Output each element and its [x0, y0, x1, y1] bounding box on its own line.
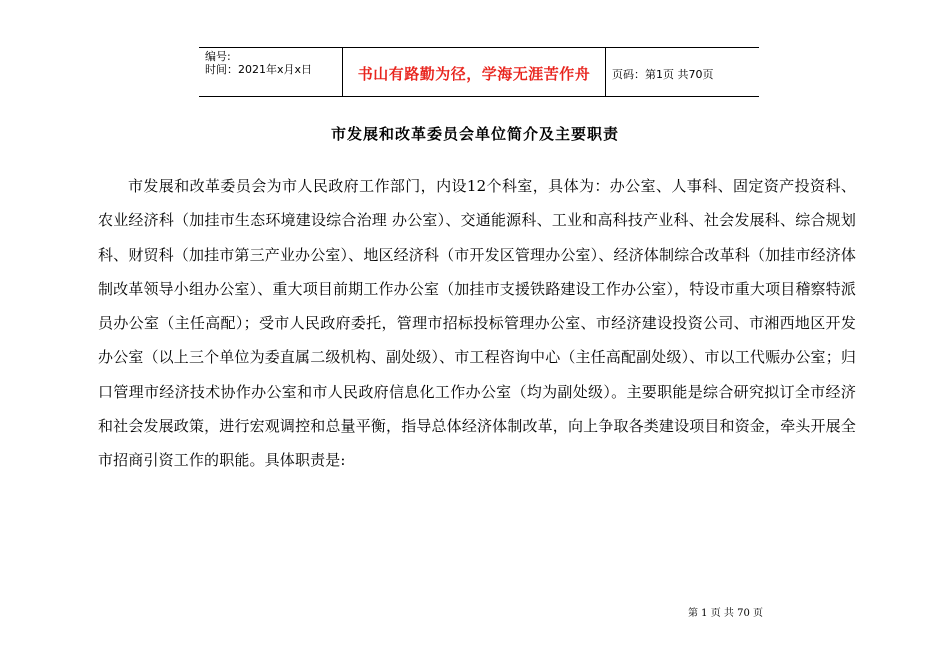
number-label: 编号: — [205, 50, 231, 63]
header-meta-cell — [199, 48, 343, 96]
document-title: 市发展和改革委员会单位简介及主要职责 — [330, 125, 619, 143]
header-page-info: 页码：第1页 共70页 — [612, 67, 714, 81]
time-label: 时间：2021年x月x日 — [205, 63, 313, 76]
page-footer: 第 1 页 共 70 页 — [688, 608, 763, 619]
document-header — [199, 47, 759, 97]
body-paragraph: 市发展和改革委员会为市人民政府工作部门，内设12个科室，具体为：办公室、人事科、固定资产投资科、农业经济科（加挂市生态环境建设综合治理 办公室）、交通能源科、工业和高科技产业科、社会发展科、综合规划科、财贸科（加挂市第三产业办公室）、地区经济科（市开发区管理办公室）、经济体制综合改革科（加挂市经济体制改革领导小组办公室）、重大项目前期工作办公室（加挂市支援铁路建设工作办公室），特设市重大项目稽察特派员办公室（主任高配）；受市人民政府委托，管理市招标投标管理办公室、市经济建设投资公司、市湘西地区开发办公室（以上三个单位为委直属二级机构、副处级）、市工程咨询中心（主任高配副处级）、市以工代赈办公室；归口管理市经济技术协作办公室和市人民政府信息化工作办公室（均为副处级）。主要职能是综合研究拟订全市经济和社会发展政策，进行宏观调控和总量平衡，指导总体经济体制改革，向上争取各类建设项目和资金，牵头开展全市招商引资工作的职能。具体职责是: — [98, 177, 856, 470]
header-motto: 书山有路勤为径，学海无涯苦作舟 — [343, 48, 606, 96]
